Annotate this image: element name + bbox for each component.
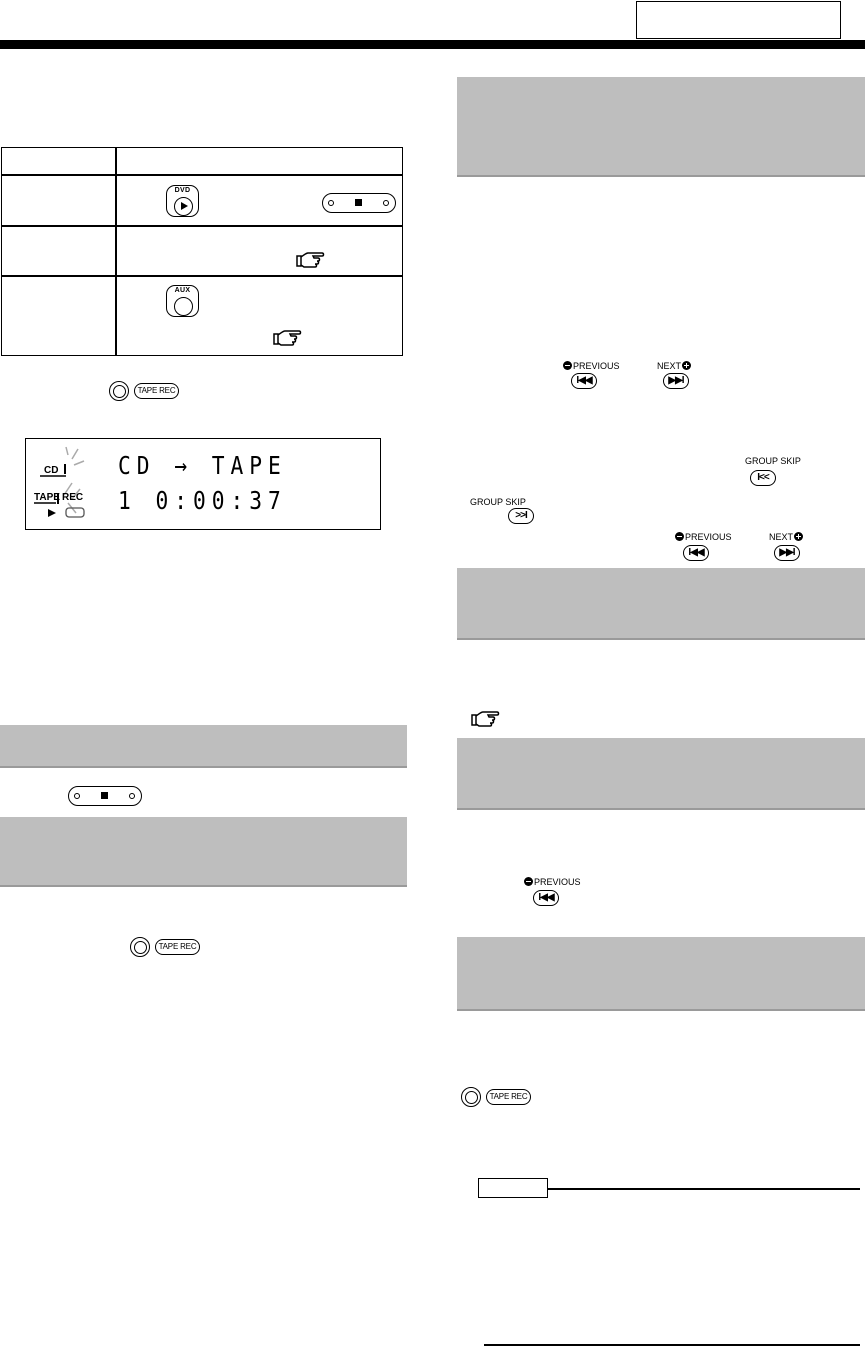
- next-label: NEXT: [657, 361, 691, 371]
- next-label: NEXT: [769, 532, 803, 542]
- section-banner: [457, 77, 865, 177]
- next-button[interactable]: ▶▶I: [663, 373, 689, 389]
- pointing-hand-icon: [272, 328, 302, 348]
- minus-icon: [524, 877, 533, 886]
- tape-rec-button[interactable]: [461, 1087, 533, 1107]
- previous-label: PREVIOUS: [524, 877, 581, 887]
- dvd-label: DVD: [174, 187, 191, 194]
- display-indicators-graphic: [26, 439, 118, 531]
- display-line-1: CD → TAPE: [118, 451, 287, 480]
- previous-label: PREVIOUS: [675, 532, 732, 542]
- table-column-divider: [115, 148, 117, 355]
- display-line-2: 1 0:00:37: [118, 486, 287, 515]
- table-row-divider: [2, 225, 402, 227]
- header-rule: [0, 40, 865, 49]
- tape-rec-label: TAPE REC: [155, 939, 200, 955]
- play-icon: [174, 197, 193, 216]
- stop-button[interactable]: [68, 786, 142, 806]
- section-banner: [457, 738, 865, 810]
- section-banner: [457, 937, 865, 1011]
- plus-icon: [794, 532, 803, 541]
- table-row-divider: [2, 275, 402, 277]
- tape-rec-button[interactable]: [109, 381, 181, 401]
- stop-dot-icon: [74, 793, 80, 799]
- previous-button[interactable]: I◀◀: [571, 373, 597, 389]
- cd-indicator: CD: [44, 465, 59, 476]
- aux-button[interactable]: [166, 285, 199, 317]
- aux-label: AUX: [174, 287, 191, 294]
- previous-label: PREVIOUS: [563, 361, 620, 371]
- record-icon: [109, 381, 129, 401]
- stop-dot-icon: [383, 200, 389, 206]
- footer-rule: [484, 1344, 860, 1346]
- lcd-display: [25, 438, 381, 530]
- group-skip-back-button[interactable]: I<<: [750, 470, 776, 486]
- minus-icon: [563, 361, 572, 370]
- group-skip-label: GROUP SKIP: [745, 456, 801, 466]
- pointing-hand-icon: [470, 709, 500, 729]
- stop-dot-icon: [129, 793, 135, 799]
- stop-button[interactable]: [322, 193, 396, 213]
- group-skip-label: GROUP SKIP: [470, 497, 526, 507]
- pointing-hand-icon: [295, 250, 325, 270]
- source-table: [1, 147, 403, 356]
- previous-button[interactable]: I◀◀: [683, 545, 709, 561]
- dvd-play-button[interactable]: [166, 185, 199, 217]
- plus-icon: [682, 361, 691, 370]
- group-skip-forward-button[interactable]: >>I: [508, 508, 534, 524]
- section-banner: [0, 725, 407, 768]
- stop-dot-icon: [328, 200, 334, 206]
- previous-button[interactable]: I◀◀: [533, 890, 559, 906]
- record-icon: [461, 1087, 481, 1107]
- note-box: [478, 1178, 548, 1198]
- stop-icon: [355, 199, 362, 206]
- minus-icon: [675, 532, 684, 541]
- aux-circle-icon: [174, 297, 193, 316]
- tape-rec-label: TAPE REC: [486, 1089, 531, 1105]
- record-icon: [130, 937, 150, 957]
- next-button[interactable]: ▶▶I: [774, 545, 800, 561]
- note-rule: [548, 1188, 860, 1190]
- tape-rec-button[interactable]: [130, 937, 202, 957]
- section-banner: [0, 817, 407, 887]
- section-banner: [457, 568, 865, 640]
- table-row-divider: [2, 174, 402, 176]
- header-label-box: [636, 1, 841, 39]
- stop-icon: [101, 792, 108, 799]
- rec-indicator: REC: [62, 492, 84, 503]
- tape-rec-label: TAPE REC: [134, 383, 179, 399]
- tape-indicator: TAPE: [34, 492, 60, 503]
